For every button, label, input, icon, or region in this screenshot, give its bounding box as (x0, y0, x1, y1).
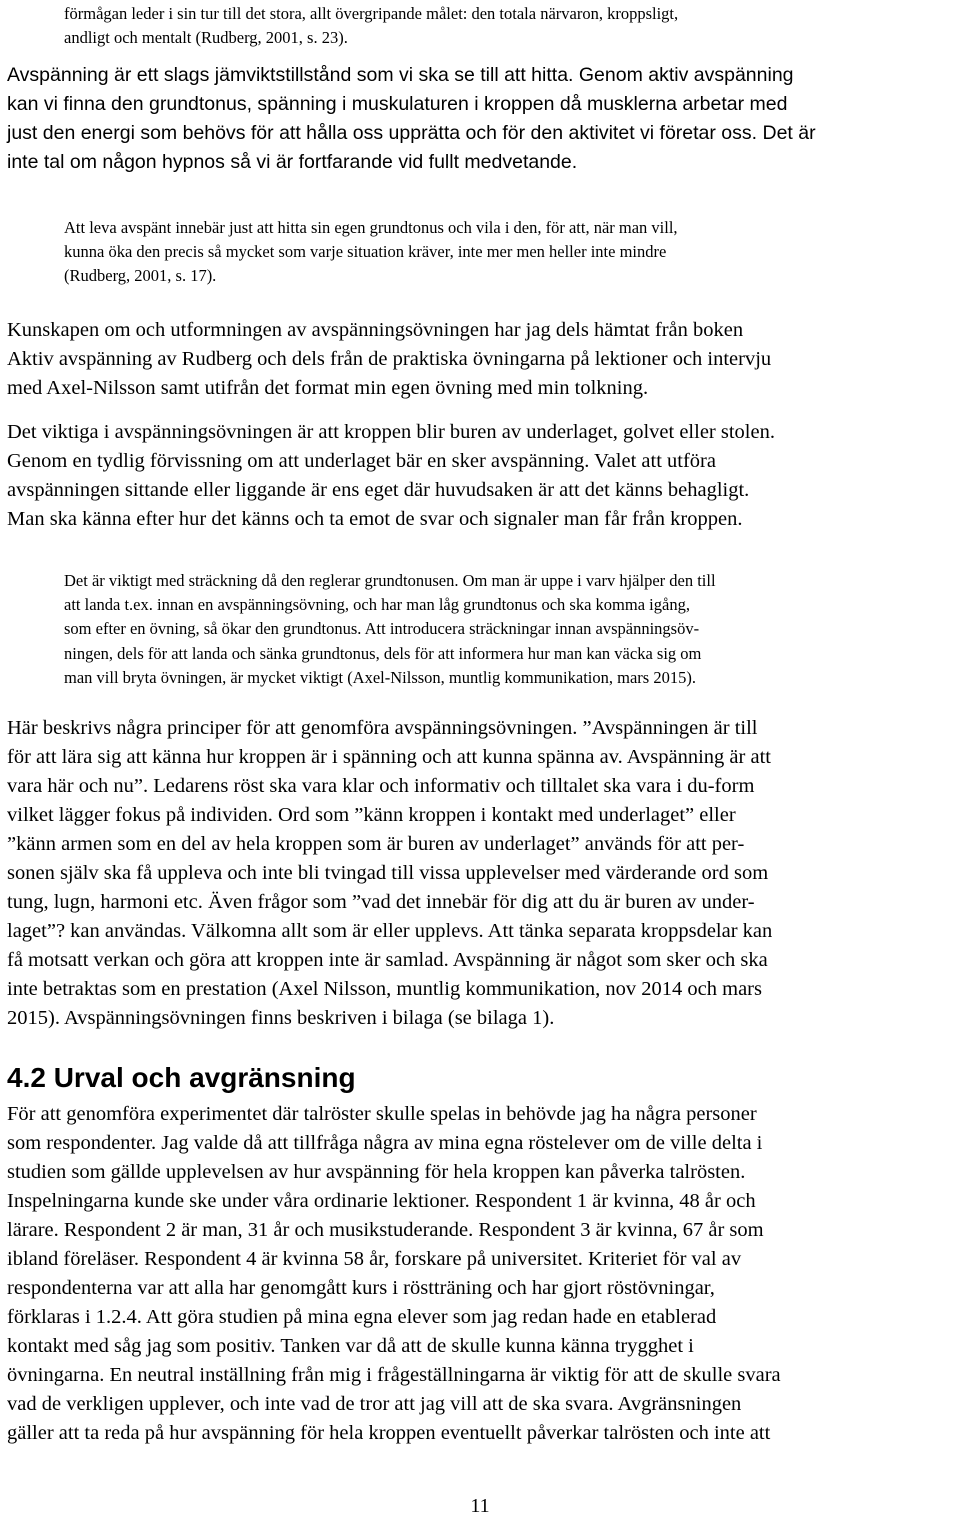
text-line: kan vi finna den grundtonus, spänning i muskulaturen i kroppen då musklerna arbetar med (7, 93, 788, 115)
text-line: för att lära sig att känna hur kroppen är i spänning och att kunna spänna av. Avspänning är att (7, 746, 771, 768)
text-line: man vill bryta övningen, är mycket viktigt (Axel-Nilsson, muntlig kommunikation, mars 2015). (64, 667, 696, 687)
text-line: få motsatt verkan och göra att kroppen inte är samlad. Avspänning är något som sker och ska (7, 949, 768, 971)
text-line: För att genomföra experimentet där talröster skulle spelas in behövde jag ha några personer (7, 1103, 757, 1125)
text-line: Kunskapen om och utformningen av avspänningsövningen har jag dels hämtat från boken (7, 319, 744, 341)
text-line: (Rudberg, 2001, s. 17). (64, 266, 217, 285)
text-line: förklaras i 1.2.4. Att göra studien på mina egna elever som jag redan hade en etablerad (7, 1306, 717, 1328)
paragraph-urval (7, 1100, 955, 1448)
text-line: avspänningen sittande eller liggande är ens eget där huvudsaken är att det känns behagligt. (7, 479, 750, 501)
text-line: tung, lugn, harmoni etc. Även frågor som ”vad det innebär för dig att du är buren av under- (7, 891, 755, 913)
text-line: Avspänning är ett slags jämviktstillstånd som vi ska se till att hitta. Genom aktiv avspänning (7, 64, 794, 86)
paragraph-kunskapen (7, 316, 955, 403)
section-heading: 4.2 Urval och avgränsning (7, 1062, 356, 1093)
text-line: studien som gällde upplevelsen av hur avspänning för hela kroppen kan påverka talrösten. (7, 1161, 746, 1183)
page-number: 11 (470, 1495, 490, 1517)
text-line: Här beskrivs några principer för att genomföra avspänningsövningen. ”Avspänningen är till (7, 717, 758, 739)
text-line: som respondenter. Jag valde då att tillfråga några av mina egna röstelever om de ville delta i (7, 1132, 763, 1154)
paragraph-det-viktiga (7, 418, 955, 534)
text-line: Det är viktigt med sträckning då den reglerar grundtonusen. Om man är uppe i varv hjälper den till (64, 571, 716, 590)
block-quote-rudberg (64, 216, 944, 288)
text-line: Aktiv avspänning av Rudberg och dels från de praktiska övningarna på lektioner och intervju (7, 348, 772, 370)
text-line: övningarna. En neutral inställning från mig i frågeställningarna är viktig för att de skulle svara (7, 1364, 781, 1386)
text-line: vilket lägger fokus på individen. Ord som ”känn kroppen i kontakt med underlaget” eller (7, 804, 736, 826)
text-line: med Axel-Nilsson samt utifrån det format min egen övning med min tolkning. (7, 377, 649, 399)
text-line: just den energi som behövs för att hålla oss upprätta och för den aktivitet vi företar oss. Det är (7, 122, 816, 144)
block-quote-axel-nilsson (64, 569, 944, 690)
text-line: Genom en tydlig förvissning om att underlaget bär en sker avspänning. Valet att utföra (7, 450, 716, 472)
text-line: Inspelningarna kunde ske under våra ordinarie lektioner. Respondent 1 är kvinna, 48 år och (7, 1190, 756, 1212)
text-line: lärare. Respondent 2 är man, 31 år och musikstuderande. Respondent 3 är kvinna, 67 år som (7, 1219, 764, 1241)
text-line: Att leva avspänt innebär just att hitta sin egen grundtonus och vila i den, för att, när man vill, (64, 218, 678, 237)
text-line: respondenterna var att alla har genomgått kurs i röstträning och har gjort röstövningar, (7, 1277, 715, 1299)
text-line: inte betraktas som en prestation (Axel Nilsson, muntlig kommunikation, nov 2014 och mars (7, 978, 762, 1000)
paragraph-principer (7, 714, 955, 1033)
text-line: ningen, dels för att landa och sänka grundtonus, dels för att informera hur man kan väcka sig om (64, 643, 702, 663)
text-line: kontakt med såg jag som positiv. Tanken var då att de skulle kunna känna trygghet i (7, 1335, 694, 1357)
text-line: gäller att ta reda på hur avspänning för hela kroppen eventuellt påverkar talrösten och inte att (7, 1422, 771, 1444)
text-line: förmågan leder i sin tur till det stora, allt övergripande målet: den totala närvaron, kroppsligt, (64, 4, 679, 23)
text-line: laget”? kan användas. Välkomna allt som är eller upplevs. Att tänka separata kroppsdelar kan (7, 920, 773, 942)
text-line: Man ska känna efter hur det känns och ta emot de svar och signaler man får från kroppen. (7, 508, 743, 530)
text-line: Det viktiga i avspänningsövningen är att kroppen blir buren av underlaget, golvet eller stolen. (7, 421, 775, 443)
block-quote-continuation (64, 2, 944, 50)
text-line: ”känn armen som en del av hela kroppen som är buren av underlaget” används för att per- (7, 833, 745, 855)
text-line: andligt och mentalt (Rudberg, 2001, s. 23). (64, 28, 348, 47)
text-line: vara här och nu”. Ledarens röst ska vara klar och informativ och tilltalet ska vara i du-form (7, 775, 755, 797)
text-line: att landa t.ex. innan en avspänningsövning, och har man låg grundtonus och ska komma igång, (64, 595, 690, 615)
text-line: vad de verkligen upplever, och inte vad de tror att jag vill att de ska svara. Avgränsningen (7, 1393, 742, 1415)
text-line: inte tal om någon hypnos så vi är fortfarande vid fullt medvetande. (7, 151, 578, 173)
text-line: som efter en övning, så ökar den grundtonus. Att introducera sträckningar innan avspänningsöv- (64, 619, 700, 639)
text-line: ibland föreläser. Respondent 4 är kvinna 58 år, forskare på universitet. Kriteriet för val av (7, 1248, 742, 1270)
text-line: kunna öka den precis så mycket som varje situation kräver, inte mer men heller inte mindre (64, 242, 667, 261)
text-line: sonen själv ska få uppleva och inte bli tvingad till vissa upplevelser med värderande ord som (7, 862, 769, 884)
paragraph-avspanning-definition (7, 61, 955, 177)
text-line: 2015). Avspänningsövningen finns beskriven i bilaga (se bilaga 1). (7, 1007, 555, 1029)
